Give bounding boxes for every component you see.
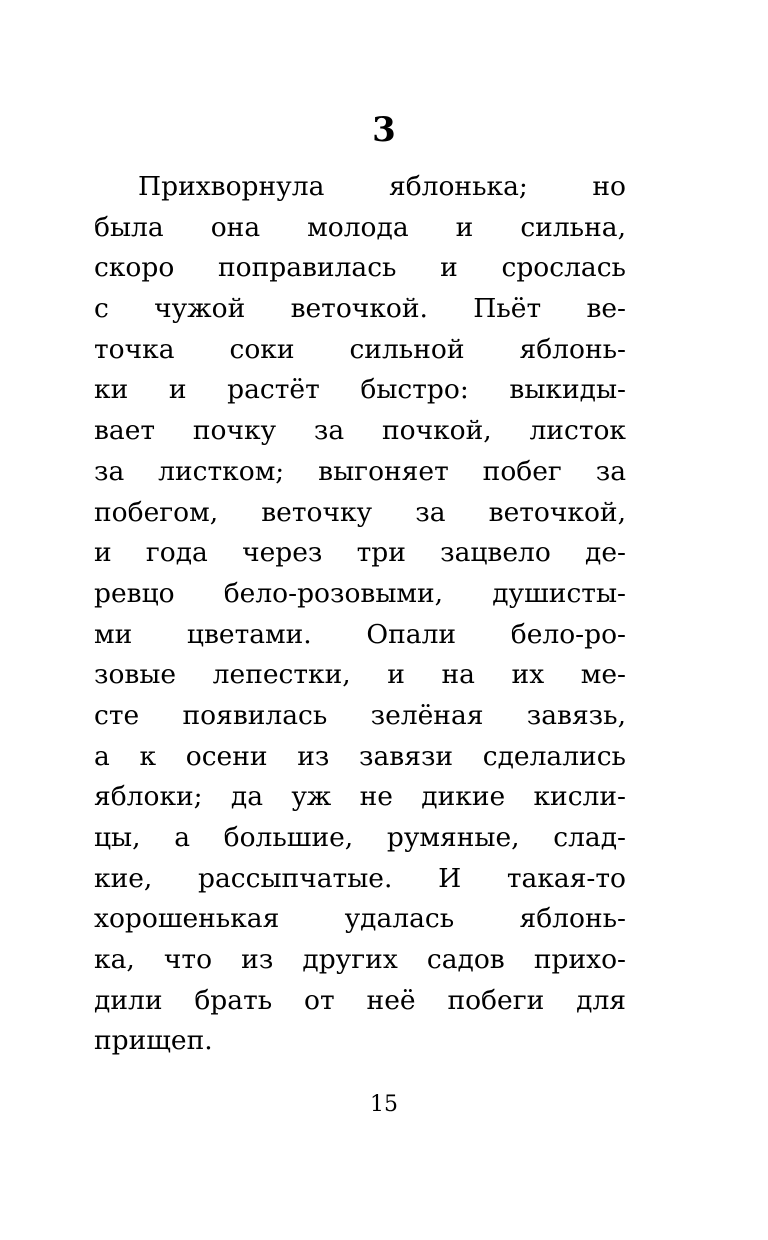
text-line: с чужой веточкой. Пьёт ве- xyxy=(94,293,626,325)
text-line: точка соки сильной яблонь- xyxy=(94,333,626,365)
text-line: Прихворнула яблонька; но xyxy=(138,171,626,202)
text-line: ревцо бело-розовыми, душисты- xyxy=(94,577,626,609)
text-line: зовые лепестки, и на их ме- xyxy=(94,659,626,691)
text-line: побегом, веточку за веточкой, xyxy=(94,496,626,528)
text-line: была она молода и сильна, xyxy=(94,211,626,243)
text-line: хорошенькая удалась яблонь- xyxy=(94,903,626,935)
text-line: за листком; выгоняет побег за xyxy=(94,455,626,487)
text-line: прищеп. xyxy=(94,1025,213,1057)
text-line: кие, рассыпчатые. И такая-то xyxy=(94,862,626,894)
text-line: ки и растёт быстро: выкиды- xyxy=(94,374,626,406)
chapter-number: 3 xyxy=(372,110,396,150)
text-line: а к осени из завязи сделались xyxy=(94,740,626,772)
text-line: скоро поправилась и срослась xyxy=(94,252,626,284)
text-line: и года через три зацвело де- xyxy=(94,537,626,569)
page-number: 15 xyxy=(370,1092,398,1117)
text-line: дили брать от неё побеги для xyxy=(94,984,626,1016)
text-line: вает почку за почкой, листок xyxy=(94,415,626,447)
text-line: ка, что из других садов прихо- xyxy=(94,944,626,976)
text-line: цы, а большие, румяные, слад- xyxy=(94,822,626,853)
text-line: яблоки; да уж не дикие кисли- xyxy=(94,781,626,813)
paragraph xyxy=(94,167,626,1062)
text-line: ми цветами. Опали бело-ро- xyxy=(94,618,626,650)
text-line: сте появилась зелёная завязь, xyxy=(94,699,626,731)
